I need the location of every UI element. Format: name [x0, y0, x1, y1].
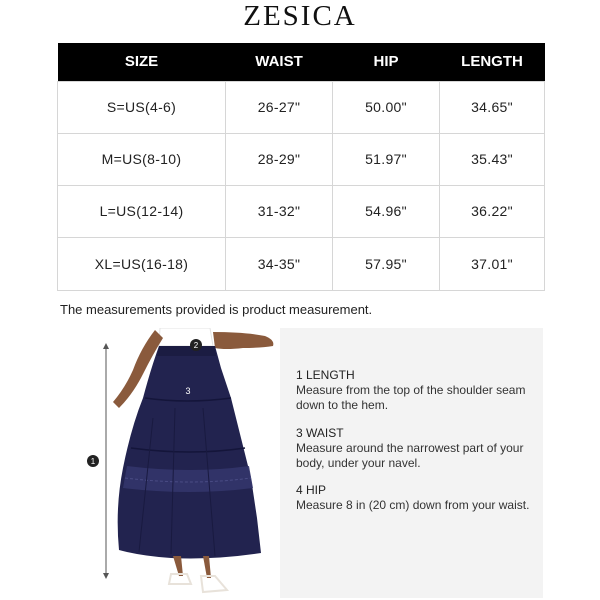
- hip-heading: 4 HIP: [296, 483, 327, 497]
- hip-text: Measure 8 in (20 cm) down from your waist.: [296, 498, 530, 512]
- brand-logo: ZESICA: [243, 0, 357, 32]
- cell-length: 37.01": [440, 237, 545, 290]
- marker-2-label: 2: [193, 341, 199, 350]
- cell-size: L=US(12-14): [58, 185, 226, 237]
- cell-waist: 26-27": [226, 81, 333, 133]
- length-text: Measure from the top of the shoulder seam down to the hem.: [296, 383, 526, 412]
- cell-hip: 51.97": [333, 133, 440, 185]
- cell-hip: 57.95": [333, 237, 440, 290]
- cell-length: 34.65": [440, 81, 545, 133]
- skirt-illustration: [75, 328, 280, 600]
- right-arm: [213, 332, 273, 349]
- length-instruction: [296, 368, 536, 413]
- header-length: LENGTH: [440, 43, 545, 81]
- header-size: SIZE: [58, 43, 226, 81]
- cell-hip: 54.96": [333, 185, 440, 237]
- cell-waist: 28-29": [226, 133, 333, 185]
- table-row: [58, 237, 545, 290]
- header-waist: WAIST: [226, 43, 333, 81]
- table-row: [58, 185, 545, 237]
- cell-size: S=US(4-6): [58, 81, 226, 133]
- cell-waist: 31-32": [226, 185, 333, 237]
- cell-size: M=US(8-10): [58, 133, 226, 185]
- table-header-row: [58, 43, 545, 81]
- cell-length: 35.43": [440, 133, 545, 185]
- cell-waist: 34-35": [226, 237, 333, 290]
- measurement-note: The measurements provided is product measurement.: [60, 302, 373, 317]
- size-chart-table: [57, 43, 545, 291]
- skirt-waistband: [157, 346, 216, 356]
- table-row: [58, 133, 545, 185]
- cell-size: XL=US(16-18): [58, 237, 226, 290]
- arrow-up-icon: [103, 343, 109, 349]
- marker-3-label: 3: [185, 386, 191, 396]
- right-leg: [203, 556, 211, 578]
- header-hip: HIP: [333, 43, 440, 81]
- white-top: [159, 328, 213, 346]
- waist-text: Measure around the narrowest part of your body, under your navel.: [296, 441, 524, 470]
- waist-instruction: [296, 426, 536, 471]
- cell-hip: 50.00": [333, 81, 440, 133]
- arrow-down-icon: [103, 573, 109, 579]
- right-sandal: [201, 576, 227, 592]
- measurement-guide-panel: [280, 328, 543, 598]
- waist-heading: 3 WAIST: [296, 426, 344, 440]
- table-row: [58, 81, 545, 133]
- hip-instruction: [296, 483, 536, 513]
- cell-length: 36.22": [440, 185, 545, 237]
- length-heading: 1 LENGTH: [296, 368, 355, 382]
- marker-1-label: 1: [90, 457, 96, 466]
